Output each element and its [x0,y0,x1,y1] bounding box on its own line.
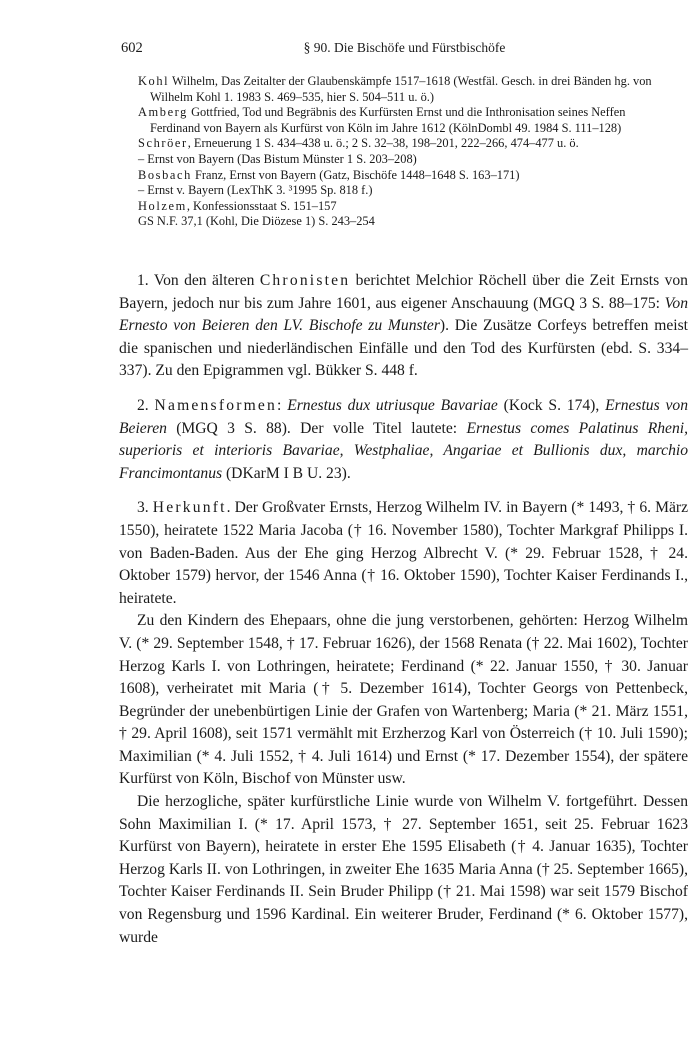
paragraph-number: 2. [137,396,155,414]
paragraph-chronisten [119,270,688,383]
bibliography-entry [138,199,654,215]
paragraph-text: (DKarM I B U. 23). [222,464,351,482]
page-header [121,40,688,60]
bibliography-entry [138,74,654,105]
bib-text: Franz, Ernst von Bayern (Gatz, Bischöfe 1448–1648 S. 163–171) [191,167,520,182]
bib-author: Kohl [138,74,170,88]
bibliography-entry [138,183,654,199]
bib-author: Schröer [138,136,188,151]
paragraph-number: 1. Von den älteren [137,272,260,289]
paragraph-herkunft [119,497,688,610]
bib-text: Gottfried, Tod und Begräbnis des Kurfürsten Ernst und die Inthronisation seines Neffen Ferdinand von Bayern als Kurfürst von Köln im Jahre 1612 (KölnDombl 49. 1984 S. 111–128) [150,105,626,135]
paragraph-number: 3. [137,499,153,517]
bib-text: , Erneuerung 1 S. 434–438 u. ö.; 2 S. 32–38, 198–201, 222–266, 474–477 u. ö. [187,136,579,151]
paragraph-text: : [277,396,288,414]
bib-text: Wilhelm, Das Zeitalter der Glaubenskämpfe 1517–1618 (Westfäl. Gesch. in drei Bänden hg. von Wilhelm Kohl 1. 1983 S. 469–535, hier S. 504–511 u. ö.) [150,74,652,104]
bib-text: GS N.F. 37,1 (Kohl, Die Diözese 1) S. 243–254 [138,214,375,229]
section-heading: Chronisten [259,272,351,289]
paragraph-kinder: Zu den Kindern des Ehepaars, ohne die jung verstorbenen, gehörten: Herzog Wilhelm V. (* 29. September 1548, † 17. Februar 1626), der 1568 Renata († 22. Mai 1602), Tochter Herzog Karls I. von Lothringen, heiratete; Ferdinand (* 22. Januar 1550, † 30. Januar 1608), verheiratet mit Maria († 5. Dezember 1614), Tochter Georgs von Pettenbeck, Begründer der unebenbürtigen Linie der Grafen von Wartenberg; Maria (* 21. März 1551, † 29. April 1608), seit 1571 vermählt mit Erzherzog Karl von Österreich († 10. Juli 1590); Maximilian (* 4. Juli 1552, † 4. Juli 1614) und Ernst (* 17. Dezember 1554), der spätere Kurfürst von Köln, Bischof von Münster usw. [119,612,688,788]
paragraph-text: berichtet Melchior Röchell über die Zeit Ernsts von Bayern, jedoch nur bis zum Jahre 1601, aus eigener Anschauung (MGQ 3 S. 88–175: [119,272,688,312]
bib-author: Holzem [138,198,187,213]
italic-title: Ernestus comes Palatinus Rheni, superioris et interioris Bavariae, Westphaliae, Angariae et Bullionis dux, marchio Francimontanus [119,419,688,482]
italic-name: Ernestus dux utriusque Bavariae [287,396,498,414]
bib-author: Bosbach [138,167,192,182]
bib-text: – Ernst von Bayern (Das Bistum Münster 1 S. 203–208) [138,151,417,166]
bib-author: Amberg [138,105,188,120]
section-heading: Namensformen [154,396,278,414]
section-heading: Herkunft [152,499,227,517]
bib-text: – Ernst v. Bayern (LexThK 3. ³1995 Sp. 818 f.) [138,183,373,198]
bibliography-entry [138,152,654,168]
bibliography-entry [138,136,654,152]
page-number: 602 [121,40,143,56]
bibliography-entry [138,214,654,230]
bib-text: , Konfessionsstaat S. 151–157 [186,198,337,213]
paragraph-namensformen [119,395,688,485]
bibliography-list [138,74,654,230]
italic-name: Ernestus von Beieren [119,396,689,437]
bibliography-entry [138,105,654,136]
paragraph-text: (MGQ 3 S. 88). Der volle Titel lautete: [166,419,467,437]
paragraph-text: (Kock S. 174), [497,396,606,414]
italic-title: Von Ernesto von Beieren den LV. Bischofe zu Munster [119,294,688,335]
bibliography-entry [138,168,654,184]
paragraph-text: . Der Großvater Ernsts, Herzog Wilhelm IV. in Bayern (* 1493, † 6. März 1550), heiratete 1522 Maria Jacoba († 16. November 1580), Tochter Markgraf Philipps I. von Baden-Baden. Aus der Ehe ging Herzog Albrecht V. (* 29. Februar 1528, † 24. Oktober 1579) hervor, der 1546 Anna († 16. Oktober 1590), Tochter Kaiser Ferdinands I., heiratete. [119,499,688,607]
paragraph-linie: Die herzogliche, später kurfürstliche Linie wurde von Wilhelm V. fortgeführt. Dessen Sohn Maximilian I. (* 17. April 1573, † 27. September 1651, seit 25. Februar 1623 Kurfürst von Bayern), heiratete in erster Ehe 1595 Elisabeth († 4. Januar 1635), Tochter Herzog Karls II. von Lothringen, in zweiter Ehe 1635 Maria Anna († 25. September 1665), Tochter Kaiser Ferdinands II. Sein Bruder Philipp († 21. Mai 1598) war seit 1579 Bischof von Regensburg und 1596 Kardinal. Ein weiterer Bruder, Ferdinand (* 6. Oktober 1577), wurde [119,793,688,946]
paragraph-text: ). Die Zusätze Corfeys betreffen meist die spanischen und niederländischen Einfälle und den Tod des Kurfürsten (ebd. S. 334–337). Zu den Epigrammen vgl. Bükker S. 448 f. [119,317,689,380]
main-text [119,270,688,949]
running-title: § 90. Die Bischöfe und Fürstbischöfe [303,40,506,55]
